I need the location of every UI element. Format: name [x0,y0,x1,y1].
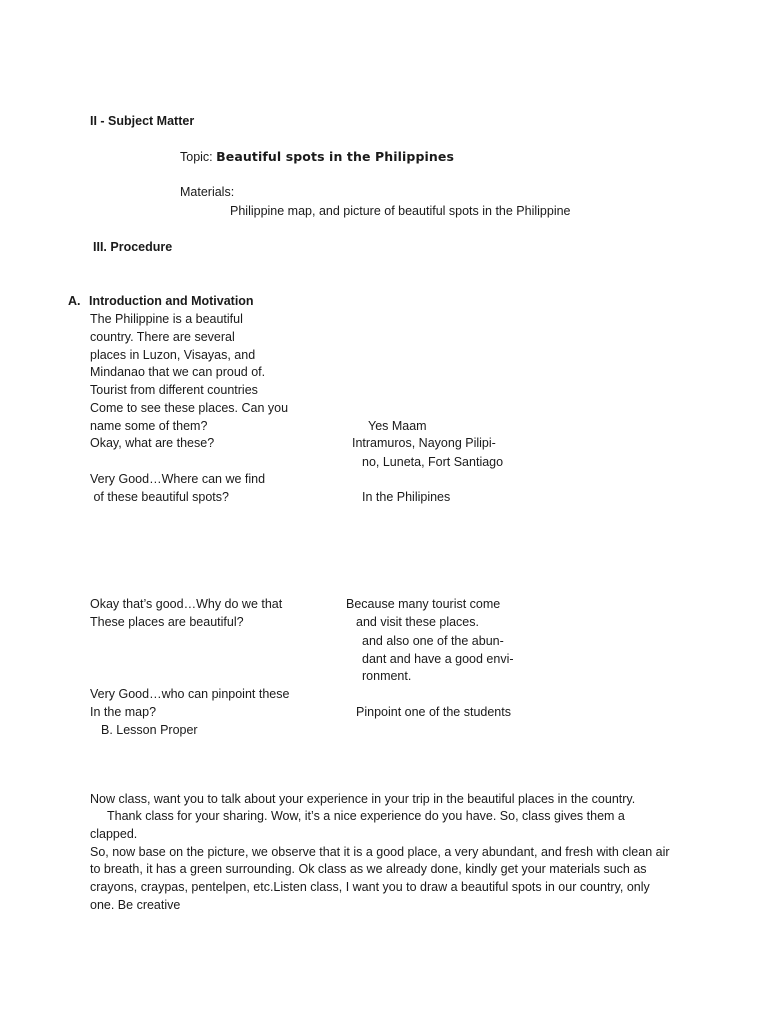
teacher-line: of these beautiful spots? [90,490,229,504]
teacher-line: places in Luzon, Visayas, and [90,348,256,362]
student-line: no, Luneta, Fort Santiago [362,455,504,469]
paragraph-line: to breath, it has a green surrounding. Ok class as we already done, kindly get your materials such as [90,862,647,876]
paragraph-line: one. Be creative [90,898,181,912]
paragraph-line: crayons, craypas, pentelpen, etc.Listen class, I want you to draw a beautiful spots in our country, only [90,880,650,894]
teacher-line: Okay, what are these? [90,436,215,450]
materials-value: Philippine map, and picture of beautiful spots in the Philippine [230,204,571,218]
student-line: ronment. [362,669,412,683]
section-a-title: Introduction and Motivation [89,294,254,308]
topic-label: Topic: [180,150,213,164]
teacher-line: Very Good…who can pinpoint these [90,687,290,701]
section-a-marker: A. [68,294,81,308]
student-line: Because many tourist come [346,597,501,611]
student-line: Intramuros, Nayong Pilipi- [352,436,496,450]
student-line: Pinpoint one of the students [356,705,511,719]
section-heading-procedure: III. Procedure [93,240,173,254]
teacher-line: Okay that’s good…Why do we that [90,597,283,611]
student-line: Yes Maam [368,419,427,433]
teacher-line: Come to see these places. Can you [90,401,289,415]
teacher-line: Tourist from different countries [90,383,258,397]
teacher-line: These places are beautiful? [90,615,244,629]
teacher-line: name some of them? [90,419,208,433]
teacher-line: country. There are several [90,330,235,344]
student-line: and visit these places. [356,615,479,629]
topic-value: Beautiful spots in the Philippines [216,149,455,164]
student-line: dant and have a good envi- [362,652,514,666]
paragraph-line: So, now base on the picture, we observe that it is a good place, a very abundant, and fresh with clean air [90,845,670,859]
student-line: In the Philipines [362,490,451,504]
teacher-line: Mindanao that we can proud of. [90,365,266,379]
teacher-line: In the map? [90,705,157,719]
paragraph-line: Thank class for your sharing. Wow, it’s a nice experience do you have. So, class gives them a [107,809,625,823]
section-heading-subject-matter: II - Subject Matter [90,114,195,128]
paragraph-line: clapped. [90,827,138,841]
topic-line [180,149,454,165]
teacher-line: Very Good…Where can we find [90,472,266,486]
student-line: and also one of the abun- [362,634,504,648]
paragraph-line: Now class, want you to talk about your experience in your trip in the beautiful places in the country. [90,792,636,806]
lesson-proper-heading: B. Lesson Proper [101,723,198,737]
teacher-line: The Philippine is a beautiful [90,312,243,326]
materials-label: Materials: [180,185,235,199]
